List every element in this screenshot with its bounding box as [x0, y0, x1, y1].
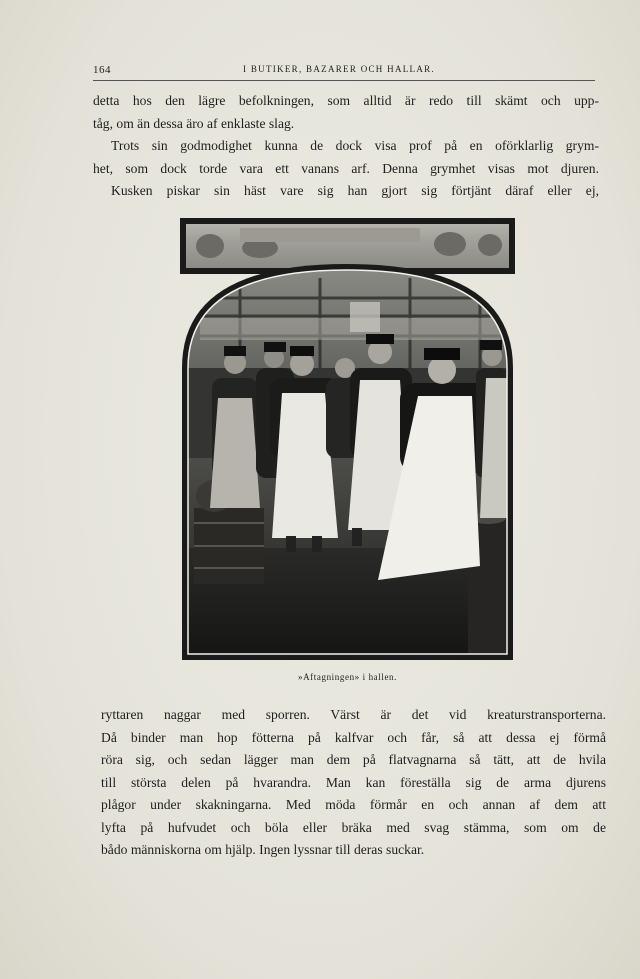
text-line: Då binder man hop fötterna på kalfvar och får, så att dessa ej förmå [101, 729, 606, 745]
running-title: I BUTIKER, BAZARER OCH HALLAR. [243, 64, 435, 74]
text-line: tåg, om än dessa äro af enklaste slag. [93, 115, 295, 131]
body-text-top [93, 90, 599, 203]
page-number: 164 [93, 64, 111, 76]
figure-caption: »Aftagningen» i hallen. [297, 672, 398, 682]
running-head [93, 62, 593, 80]
text-line: Kusken piskar sin häst vare sig han gjort sig förtjänt däraf eller ej, [111, 183, 599, 198]
text-line: het, som dock torde vara ett vanans arf. Denna grymhet visas mot djuren. [93, 160, 599, 176]
text-line: Trots sin godmodighet kunna de dock visa prof på en oförklarlig grym- [111, 138, 599, 153]
photo-plate [180, 218, 515, 660]
body-text-bottom [101, 704, 606, 862]
market-hall-photograph [180, 218, 515, 660]
header-rule [93, 80, 595, 81]
text-line: till största delen på hvarandra. Man kan föreställa sig de arma djurens [101, 774, 606, 790]
text-line: ryttaren naggar med sporren. Värst är det vid kreaturstransporterna. [101, 707, 606, 722]
text-line: bådo människorna om hjälp. Ingen lyssnar till deras suckar. [101, 842, 425, 857]
text-line: lyfta på hufvudet och böla eller bräka med svag stämma, som om de [101, 819, 606, 835]
text-line: röra sig, och sedan lägger man dem på flatvagnarna så tätt, att de hvila [101, 752, 606, 767]
text-line: detta hos den lägre befolkningen, som alltid är redo till skämt och upp- [93, 93, 599, 108]
text-line: plågor under skakningarna. Med möda förmår en och annan af dem att [101, 797, 606, 812]
